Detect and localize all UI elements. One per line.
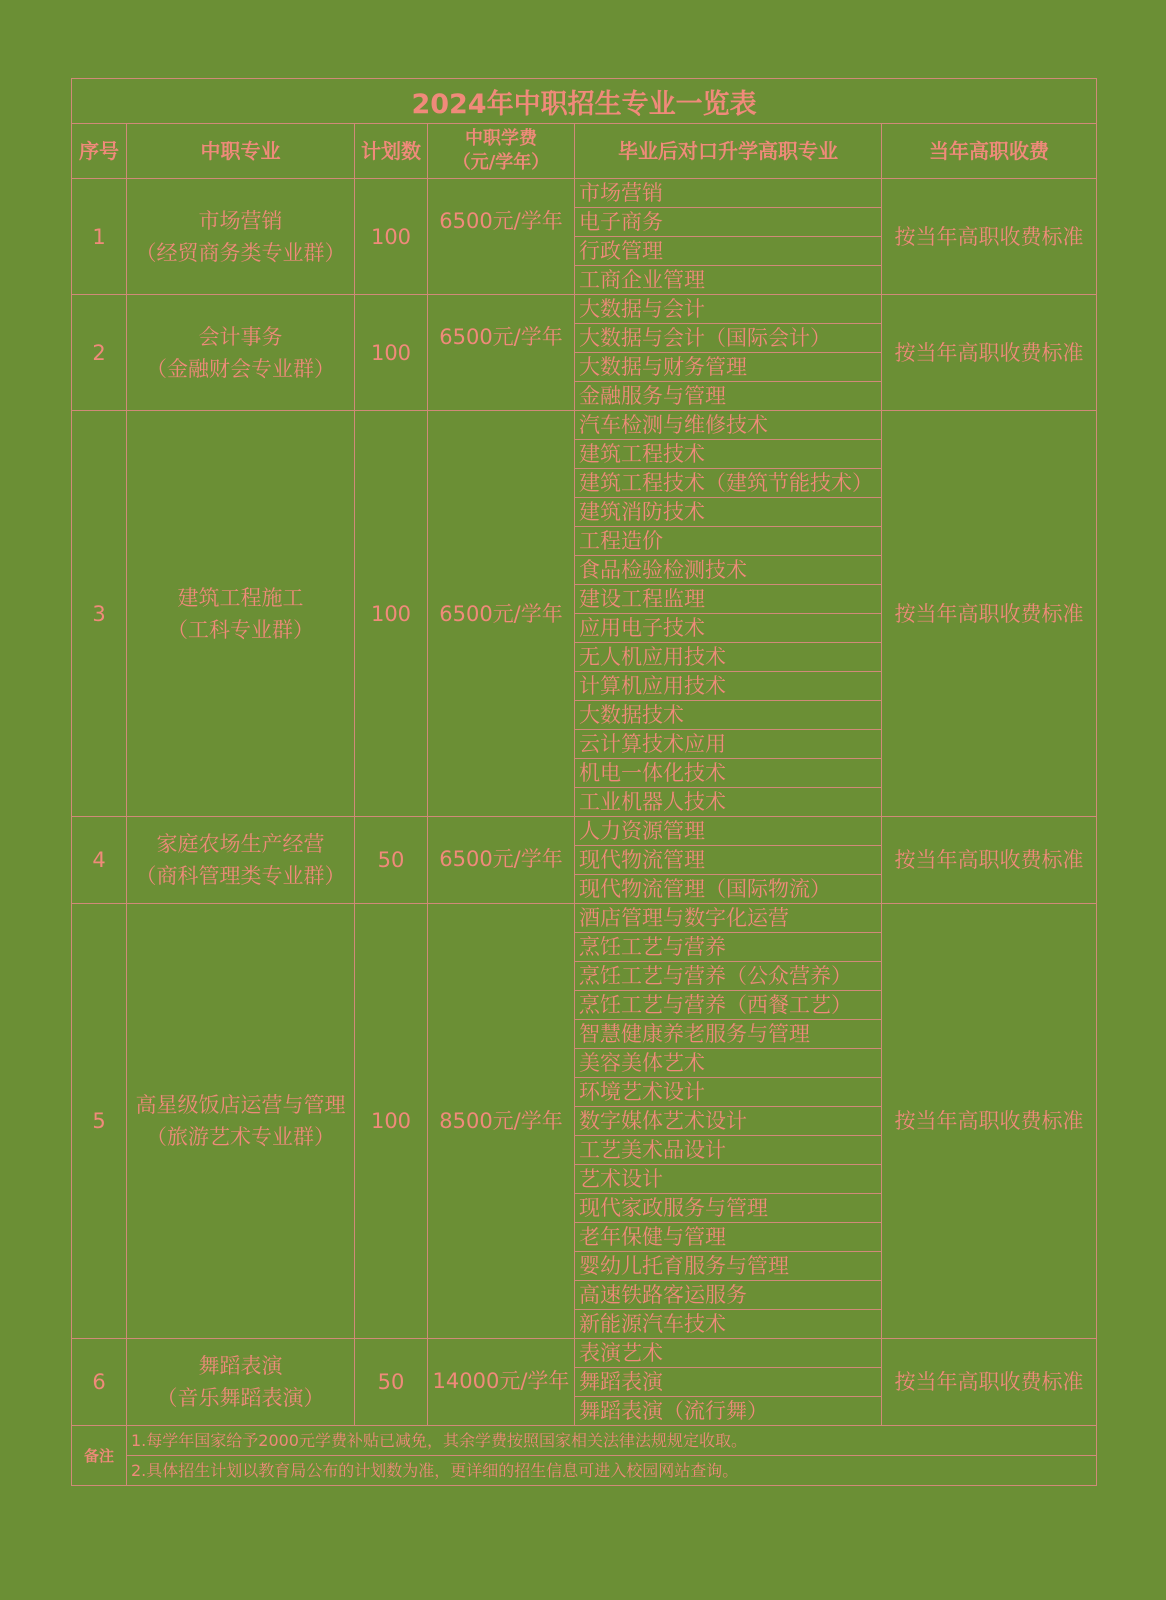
higher-program-item: 工程造价 — [575, 527, 882, 556]
major-cell — [127, 411, 355, 817]
header-plan: 计划数 — [355, 124, 428, 179]
enrollment-table — [71, 78, 1097, 1486]
higher-program-item: 无人机应用技术 — [575, 643, 882, 672]
higher-program-item: 智慧健康养老服务与管理 — [575, 1020, 882, 1049]
higher-program-item: 大数据与财务管理 — [575, 353, 882, 382]
higher-program-item: 美容美体艺术 — [575, 1049, 882, 1078]
higher-fee-cell: 按当年高职收费标准 — [882, 411, 1097, 817]
seq-cell: 5 — [72, 904, 127, 1339]
note-item: 1.每学年国家给予2000元学费补贴已减免，其余学费按照国家相关法律法规规定收取。 — [127, 1426, 1097, 1456]
fee-cell: 8500元/学年 — [428, 904, 575, 1339]
header-higher-program: 毕业后对口升学高职专业 — [575, 124, 882, 179]
higher-program-item: 电子商务 — [575, 208, 882, 237]
fee-cell: 14000元/学年 — [428, 1339, 575, 1426]
seq-cell: 6 — [72, 1339, 127, 1426]
header-fee-line2: （元/学年） — [452, 152, 550, 173]
major-name: 家庭农场生产经营 — [156, 832, 325, 856]
higher-program-item: 行政管理 — [575, 237, 882, 266]
higher-program-item: 大数据与会计 — [575, 295, 882, 324]
higher-program-item: 烹饪工艺与营养（西餐工艺） — [575, 991, 882, 1020]
higher-program-item: 表演艺术 — [575, 1339, 882, 1368]
major-group: （经贸商务类专业群） — [135, 240, 346, 265]
major-cell — [127, 295, 355, 411]
higher-program-item: 汽车检测与维修技术 — [575, 411, 882, 440]
higher-program-item: 现代物流管理 — [575, 846, 882, 875]
higher-program-item: 市场营销 — [575, 179, 882, 208]
major-group: （金融财会专业群） — [146, 356, 335, 381]
plan-cell: 50 — [355, 1339, 428, 1426]
higher-program-item: 环境艺术设计 — [575, 1078, 882, 1107]
plan-cell: 100 — [355, 179, 428, 295]
higher-program-item: 建筑工程技术（建筑节能技术） — [575, 469, 882, 498]
higher-program-item: 数字媒体艺术设计 — [575, 1107, 882, 1136]
higher-program-item: 现代物流管理（国际物流） — [575, 875, 882, 904]
higher-program-item: 金融服务与管理 — [575, 382, 882, 411]
major-group: （音乐舞蹈表演） — [156, 1386, 325, 1410]
higher-program-item: 新能源汽车技术 — [575, 1310, 882, 1339]
higher-program-item: 机电一体化技术 — [575, 759, 882, 788]
higher-program-item: 舞蹈表演 — [575, 1368, 882, 1397]
major-cell — [127, 1339, 355, 1426]
major-cell — [127, 904, 355, 1339]
higher-program-item: 烹饪工艺与营养 — [575, 933, 882, 962]
plan-cell: 50 — [355, 817, 428, 904]
seq-cell: 2 — [72, 295, 127, 411]
plan-cell: 100 — [355, 904, 428, 1339]
higher-program-item: 老年保健与管理 — [575, 1223, 882, 1252]
higher-program-item: 建筑工程技术 — [575, 440, 882, 469]
fee-cell: 6500元/学年 — [428, 817, 575, 904]
fee-cell: 6500元/学年 — [428, 295, 575, 411]
note-item: 2.具体招生计划以教育局公布的计划数为准，更详细的招生信息可进入校园网站查询。 — [127, 1456, 1097, 1486]
higher-program-item: 婴幼儿托育服务与管理 — [575, 1252, 882, 1281]
higher-fee-cell: 按当年高职收费标准 — [882, 295, 1097, 411]
seq-cell: 4 — [72, 817, 127, 904]
major-group: （旅游艺术专业群） — [146, 1125, 335, 1149]
higher-program-item: 建筑消防技术 — [575, 498, 882, 527]
higher-program-item: 工商企业管理 — [575, 266, 882, 295]
seq-cell: 1 — [72, 179, 127, 295]
fee-cell: 6500元/学年 — [428, 179, 575, 295]
higher-program-item: 人力资源管理 — [575, 817, 882, 846]
header-seq: 序号 — [72, 124, 127, 179]
fee-cell: 6500元/学年 — [428, 411, 575, 817]
table-row — [72, 1339, 1097, 1368]
higher-program-item: 工艺美术品设计 — [575, 1136, 882, 1165]
major-name: 建筑工程施工 — [177, 585, 304, 610]
table-row — [72, 904, 1097, 933]
header-major: 中职专业 — [127, 124, 355, 179]
table-row — [72, 179, 1097, 208]
higher-fee-cell: 按当年高职收费标准 — [882, 904, 1097, 1339]
table-row — [72, 411, 1097, 440]
major-group: （工科专业群） — [167, 617, 314, 642]
major-name: 高星级饭店运营与管理 — [135, 1093, 346, 1117]
higher-program-item: 高速铁路客运服务 — [575, 1281, 882, 1310]
higher-program-item: 云计算技术应用 — [575, 730, 882, 759]
major-group: （商科管理类专业群） — [135, 864, 346, 888]
major-cell — [127, 179, 355, 295]
plan-cell: 100 — [355, 295, 428, 411]
notes-label: 备注 — [72, 1426, 127, 1486]
header-fee-line1: 中职学费 — [465, 128, 537, 149]
table-row — [72, 817, 1097, 846]
major-name: 会计事务 — [198, 324, 283, 349]
higher-program-item: 食品检验检测技术 — [575, 556, 882, 585]
major-name: 舞蹈表演 — [198, 1354, 283, 1378]
higher-fee-cell: 按当年高职收费标准 — [882, 179, 1097, 295]
table-title: 2024年中职招生专业一览表 — [72, 79, 1097, 124]
header-higher-fee: 当年高职收费 — [882, 124, 1097, 179]
table-body — [72, 179, 1097, 1426]
major-cell — [127, 817, 355, 904]
higher-program-item: 现代家政服务与管理 — [575, 1194, 882, 1223]
higher-program-item: 舞蹈表演（流行舞） — [575, 1397, 882, 1426]
header-fee — [428, 124, 575, 179]
higher-program-item: 计算机应用技术 — [575, 672, 882, 701]
higher-program-item: 应用电子技术 — [575, 614, 882, 643]
higher-fee-cell: 按当年高职收费标准 — [882, 817, 1097, 904]
higher-program-item: 建设工程监理 — [575, 585, 882, 614]
seq-cell: 3 — [72, 411, 127, 817]
higher-fee-cell: 按当年高职收费标准 — [882, 1339, 1097, 1426]
higher-program-item: 大数据技术 — [575, 701, 882, 730]
plan-cell: 100 — [355, 411, 428, 817]
higher-program-item: 烹饪工艺与营养（公众营养） — [575, 962, 882, 991]
higher-program-item: 艺术设计 — [575, 1165, 882, 1194]
higher-program-item: 大数据与会计（国际会计） — [575, 324, 882, 353]
higher-program-item: 酒店管理与数字化运营 — [575, 904, 882, 933]
higher-program-item: 工业机器人技术 — [575, 788, 882, 817]
table-row — [72, 295, 1097, 324]
major-name: 市场营销 — [198, 208, 283, 233]
